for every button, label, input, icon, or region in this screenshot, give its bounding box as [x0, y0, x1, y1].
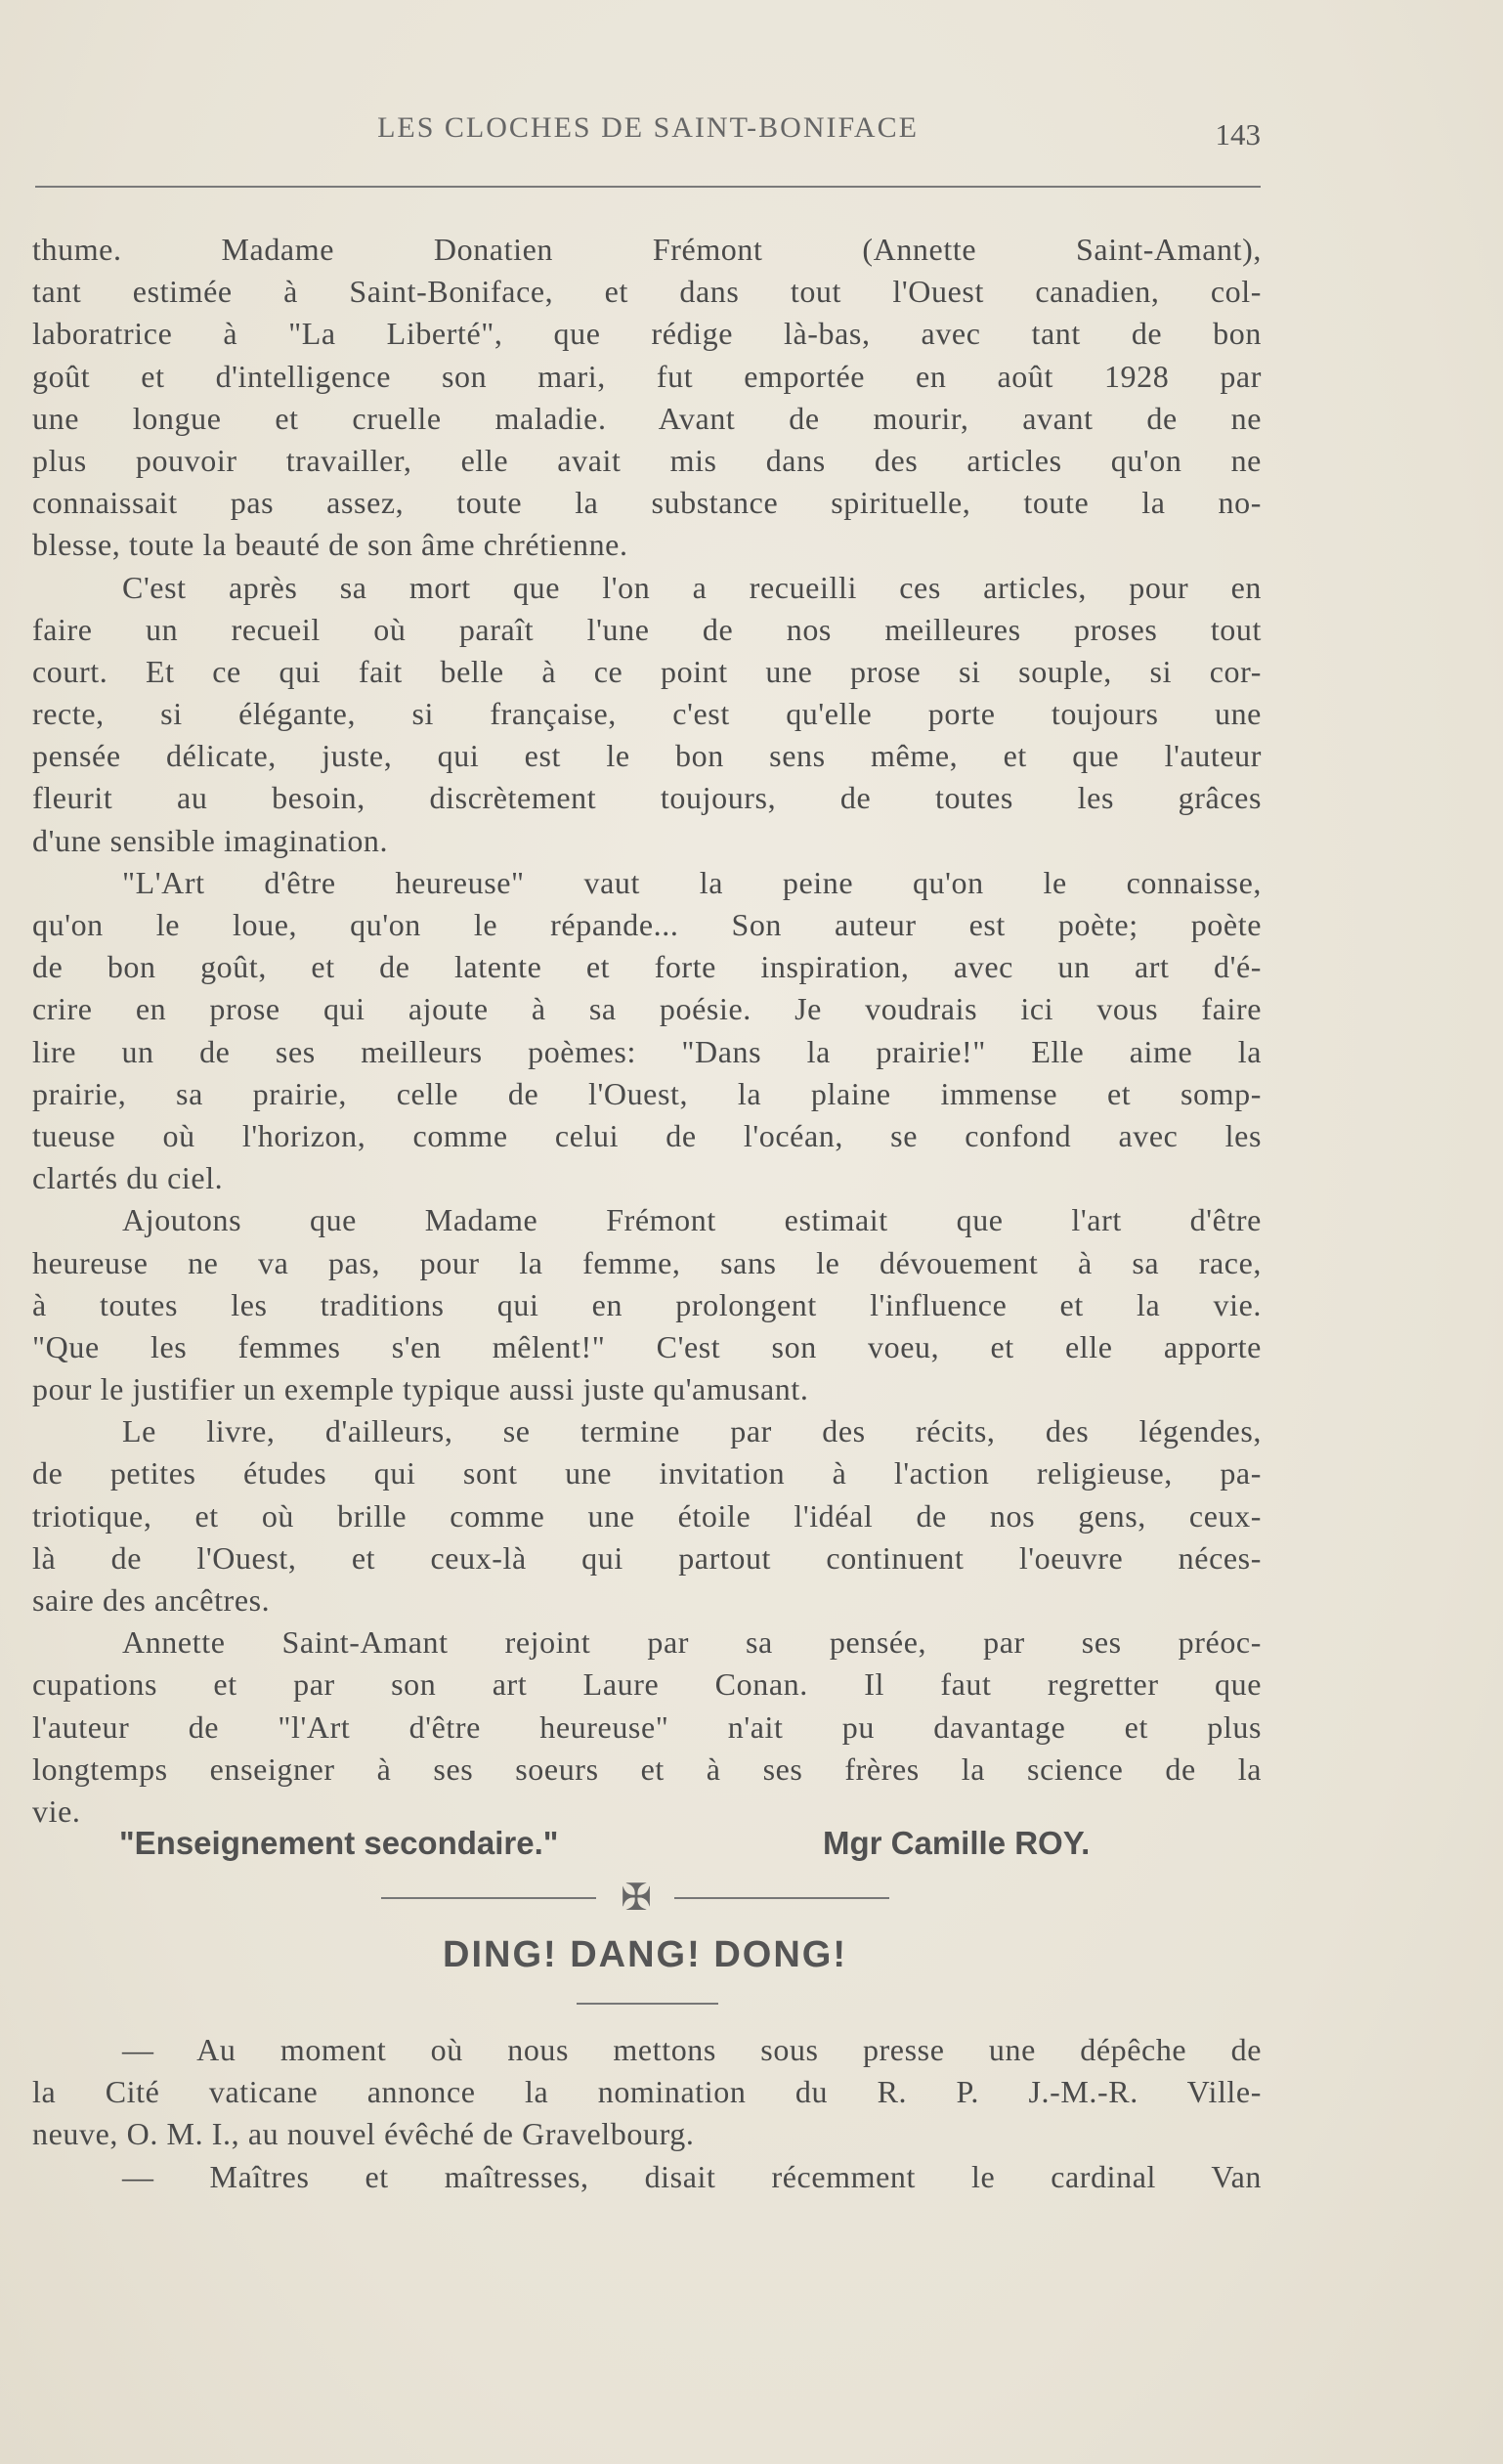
text-line: qu'on le loue, qu'on le répande... Son auteur est poète; poète [32, 907, 1262, 942]
news-body [32, 2029, 1262, 2198]
text-line: clartés du ciel. [32, 1160, 224, 1196]
text-line: tant estimée à Saint-Boniface, et dans tout l'Ouest canadien, col- [32, 274, 1262, 310]
text-line: Ajoutons que Madame Frémont estimait que l'art d'être [122, 1202, 1262, 1238]
cross-ornament-icon: ✠ [621, 1878, 652, 1919]
text-line: — Au moment où nous mettons sous presse une dépêche de [122, 2032, 1262, 2067]
section-title: DING! DANG! DONG! [443, 1934, 847, 1975]
article-body [32, 229, 1262, 1833]
text-line: laboratrice à "La Liberté", que rédige là-bas, avec tant de bon [32, 316, 1262, 352]
text-line: longtemps enseigner à ses soeurs et à ses frères la science de la [32, 1751, 1262, 1787]
text-line: de bon goût, et de latente et forte inspiration, avec un art d'é- [32, 949, 1262, 985]
text-line: plus pouvoir travailler, elle avait mis dans des articles qu'on ne [32, 442, 1262, 478]
text-line: à toutes les traditions qui en prolongent l'influence et la vie. [32, 1286, 1262, 1322]
article-signature [119, 1825, 1214, 1872]
divider-rule-left [381, 1897, 596, 1899]
section-title-rule [577, 2003, 718, 2005]
page-header [35, 106, 1261, 154]
divider-rule-right [674, 1897, 889, 1899]
text-line: "L'Art d'être heureuse" vaut la peine qu'on le connaisse, [122, 864, 1262, 900]
signature-author: Mgr Camille ROY. [823, 1825, 1091, 1861]
text-line: C'est après sa mort que l'on a recueilli ces articles, pour en [122, 569, 1262, 605]
header-rule [35, 186, 1261, 188]
page-number: 143 [1215, 117, 1261, 151]
text-line: goût et d'intelligence son mari, fut emportée en août 1928 par [32, 358, 1262, 394]
text-line: là de l'Ouest, et ceux-là qui partout continuent l'oeuvre néces- [32, 1539, 1262, 1576]
text-line: — Maîtres et maîtresses, disait récemment le cardinal Van [122, 2158, 1262, 2194]
text-line: cupations et par son art Laure Conan. Il faut regretter que [32, 1666, 1262, 1703]
text-line: Annette Saint-Amant rejoint par sa pensée, par ses préoc- [122, 1624, 1262, 1661]
text-line: fleurit au besoin, discrètement toujours, de toutes les grâces [32, 780, 1262, 816]
text-line: l'auteur de "l'Art d'être heureuse" n'ait pu davantage et plus [32, 1708, 1262, 1745]
text-line: une longue et cruelle maladie. Avant de mourir, avant de ne [32, 400, 1262, 436]
text-line: "Que les femmes s'en mêlent!" C'est son voeu, et elle apporte [32, 1328, 1262, 1364]
text-line: de petites études qui sont une invitation à l'action religieuse, pa- [32, 1455, 1262, 1491]
text-line: Le livre, d'ailleurs, se termine par des récits, des légendes, [122, 1413, 1262, 1449]
text-line: triotique, et où brille comme une étoile l'idéal de nos gens, ceux- [32, 1497, 1262, 1534]
text-line: d'une sensible imagination. [32, 822, 389, 858]
text-line: lire un de ses meilleurs poèmes: "Dans la prairie!" Elle aime la [32, 1033, 1262, 1069]
text-line: tueuse où l'horizon, comme celui de l'océan, se confond avec les [32, 1117, 1262, 1153]
text-line: neuve, O. M. I., au nouvel évêché de Gravelbourg. [32, 2116, 695, 2152]
text-line: blesse, toute la beauté de son âme chrétienne. [32, 527, 628, 563]
text-line: pensée délicate, juste, qui est le bon sens même, et que l'auteur [32, 738, 1262, 774]
text-line: faire un recueil où paraît l'une de nos meilleures proses tout [32, 611, 1262, 647]
running-title: LES CLOCHES DE SAINT-BONIFACE [377, 111, 919, 144]
text-line: pour le justifier un exemple typique aussi juste qu'amusant. [32, 1371, 809, 1407]
text-line: saire des ancêtres. [32, 1582, 271, 1618]
text-line: connaissait pas assez, toute la substance spirituelle, toute la no- [32, 485, 1262, 521]
text-line: la Cité vaticane annonce la nomination du R. P. J.-M.-R. Ville- [32, 2074, 1262, 2110]
text-line: court. Et ce qui fait belle à ce point une prose si souple, si cor- [32, 653, 1262, 689]
text-line: prairie, sa prairie, celle de l'Ouest, la plaine immense et somp- [32, 1075, 1262, 1111]
text-line: recte, si élégante, si française, c'est qu'elle porte toujours une [32, 696, 1262, 732]
text-line: crire en prose qui ajoute à sa poésie. Je voudrais ici vous faire [32, 991, 1262, 1027]
text-line: heureuse ne va pas, pour la femme, sans le dévouement à sa race, [32, 1244, 1262, 1280]
signature-source: "Enseignement secondaire." [119, 1825, 559, 1861]
text-line: vie. [32, 1793, 81, 1829]
section-divider [381, 1875, 899, 1924]
text-line: thume. Madame Donatien Frémont (Annette Saint-Amant), [32, 232, 1262, 267]
